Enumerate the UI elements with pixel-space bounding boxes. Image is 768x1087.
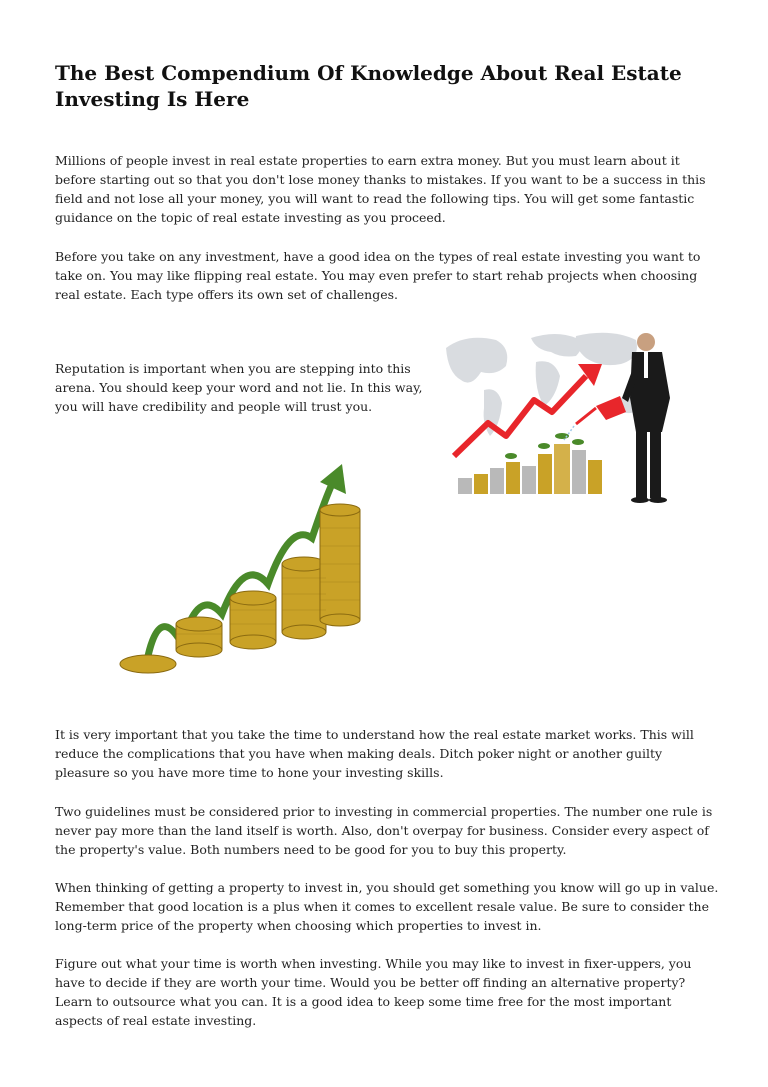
paragraph-intro: Millions of people invest in real estate properties to earn extra money. But you must learn about it before starting out so that you don't lose money thanks to mistakes. If you want to be a success in this field and not lose all your money, you will want to read the following tips. You will get some fantastic guidance on the topic of real estate investing as you proceed.: [55, 153, 706, 225]
paragraph-reputation: Reputation is important when you are stepping into this arena. You should keep your word and not lie. In this way, you will have credibility and people will trust you.: [55, 361, 423, 414]
paragraph-commercial: Two guidelines must be considered prior to investing in commercial properties. The number one rule is never pay more than the land itself is worth. Also, don't overpay for business. Consider every aspect of the property's value. Both numbers need to be good for you to buy this property.: [55, 804, 713, 857]
paragraph-market: It is very important that you take the time to understand how the real estate market works. This will reduce the complications that you have when making deals. Ditch poker night or another guilty pleasure so you have more time to hone your investing skills.: [55, 727, 694, 780]
paragraph-time: Figure out what your time is worth when investing. While you may like to invest in fixer-uppers, you have to decide if they are worth your time. Would you be better off finding an alternative property? Learn to outsource what you can. It is a good idea to keep some time free for the most important aspects of real estate investing.: [55, 956, 692, 1028]
investor-watering-coins-illustration: [436, 328, 706, 510]
page-title: The Best Compendium Of Knowledge About Real Estate Investing Is Here: [55, 61, 682, 111]
paragraph-investment-types: Before you take on any investment, have a good idea on the types of real estate investing you want to take on. You may like flipping real estate. You may even prefer to start rehab projects when choosing real estate. Each type offers its own set of challenges.: [55, 249, 701, 302]
coin-stacks-icon: [458, 444, 602, 494]
gold-coin-stacks-growth-arrow-illustration: [64, 438, 384, 696]
watering-can-icon: [564, 396, 626, 440]
world-map-icon: [446, 333, 642, 436]
gold-coin-stack-icon: [120, 504, 360, 673]
paragraph-location: When thinking of getting a property to invest in, you should get something you know will go up in value. Remember that good location is a plus when it comes to excellent resale value. Be sure to consider the long-term price of the property when choosing which properties to invest in.: [55, 880, 719, 933]
